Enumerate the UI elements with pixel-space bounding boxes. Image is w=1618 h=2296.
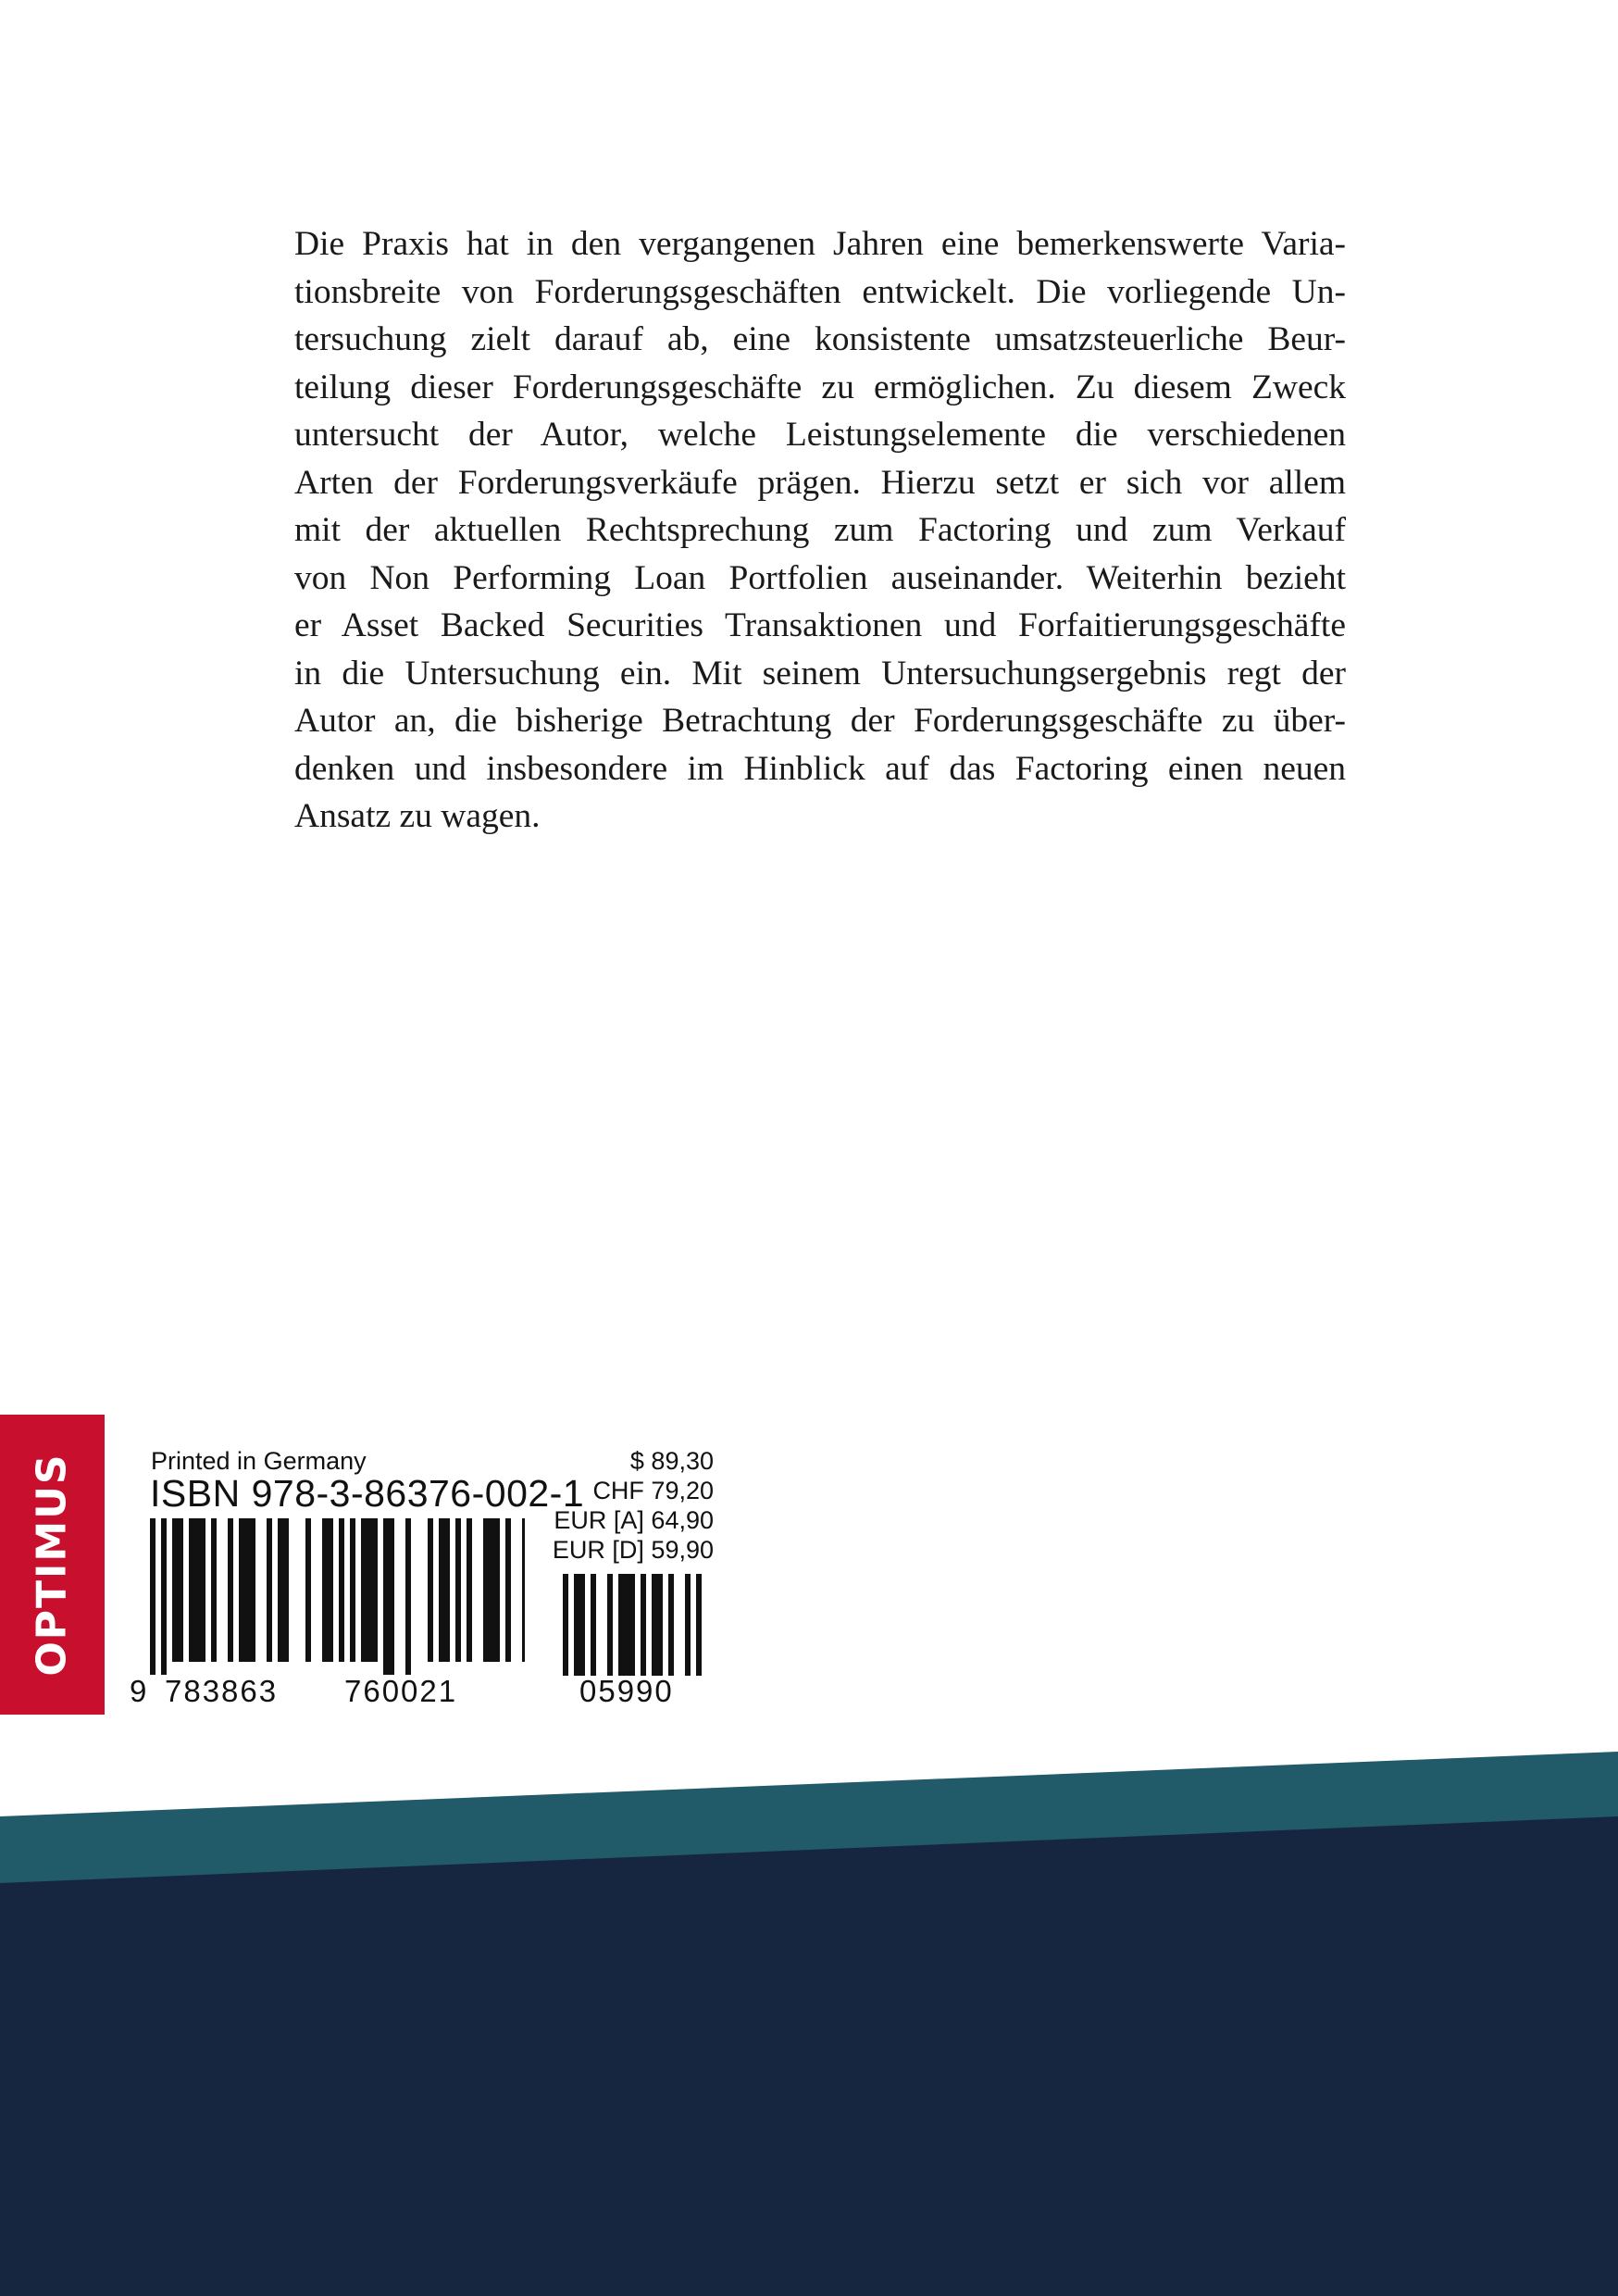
barcode-bar xyxy=(467,1518,472,1662)
barcode-bar xyxy=(228,1518,233,1662)
navy-band xyxy=(0,1816,1618,2296)
barcode-bar xyxy=(305,1518,311,1662)
blurb-line: Arten der Forderungsverkäufe prägen. Hierzu setzt er sich vor allem xyxy=(294,463,1346,502)
barcode-bar xyxy=(563,1574,568,1676)
blurb-line: untersucht der Autor, welche Leistungselemente die verschiedenen xyxy=(294,416,1346,454)
barcode-bar xyxy=(505,1518,511,1662)
barcode-bar xyxy=(150,1518,156,1675)
barcode-bar xyxy=(607,1574,613,1676)
barcode-bar xyxy=(383,1518,394,1675)
barcode-group-right: 760021 xyxy=(344,1674,458,1708)
barcode-addon-digits: 05990 xyxy=(579,1674,674,1708)
barcode-bar xyxy=(696,1574,702,1676)
blurb-line: denken und insbesondere im Hinblick auf das Factoring einen neuen xyxy=(294,749,1346,788)
blurb-line: tersuchung zielt darauf ab, eine konsistente umsatzsteuerliche Beur- xyxy=(294,320,1346,358)
blurb-line: Autor an, die bisherige Betrachtung der Forderungsgeschäfte zu über- xyxy=(294,702,1346,740)
barcode-bar xyxy=(428,1518,433,1662)
barcode-bar xyxy=(339,1518,344,1662)
barcode-bar xyxy=(439,1518,450,1662)
barcode-bar xyxy=(652,1574,663,1676)
blurb-line: in die Untersuchung ein. Mit seinem Untersuchungsergebnis regt der xyxy=(294,654,1346,693)
teal-band xyxy=(0,1752,1618,2296)
barcode-bar xyxy=(267,1518,272,1662)
price-eur-d: EUR [D] 59,90 xyxy=(552,1536,714,1564)
barcode-digit-first: 9 xyxy=(130,1674,147,1708)
publisher-logo: OPTIMUS xyxy=(28,1453,76,1677)
barcode-bar xyxy=(455,1518,461,1662)
barcode-bar xyxy=(483,1518,500,1662)
isbn-label: ISBN 978-3-86376-002-1 xyxy=(150,1472,585,1515)
barcode-bar xyxy=(322,1518,333,1662)
printed-in-label: Printed in Germany xyxy=(151,1447,367,1475)
blurb-line: mit der aktuellen Rechtsprechung zum Factoring und zum Verkauf xyxy=(294,511,1346,549)
barcode-bar xyxy=(618,1574,635,1676)
addon-barcode xyxy=(563,1574,713,1676)
barcode-bar xyxy=(361,1518,378,1662)
barcode-bar xyxy=(574,1574,585,1676)
barcode-bar xyxy=(211,1518,217,1662)
barcode-bar xyxy=(189,1518,205,1662)
barcode-bar xyxy=(591,1574,596,1676)
blurb-line: von Non Performing Loan Portfolien auseinander. Weiterhin bezieht xyxy=(294,558,1346,597)
blurb-line: er Asset Backed Securities Transaktionen und Forfaitierungsgeschäfte xyxy=(294,606,1346,644)
blurb-line: Die Praxis hat in den vergangenen Jahren eine bemerkenswerte Varia- xyxy=(294,225,1346,263)
blurb-line: Ansatz zu wagen. xyxy=(294,797,541,835)
barcode-bar xyxy=(685,1574,691,1676)
blurb-text xyxy=(294,220,1346,841)
barcode-bar xyxy=(161,1518,167,1675)
barcode-bar xyxy=(172,1518,183,1662)
blurb-line: teilung dieser Forderungsgeschäfte zu ermöglichen. Zu diesem Zweck xyxy=(294,368,1346,406)
barcode-bar xyxy=(405,1518,411,1675)
barcode-group-left: 783863 xyxy=(165,1674,279,1708)
barcode-bar xyxy=(350,1518,355,1662)
barcode-bar xyxy=(522,1518,525,1662)
barcode-bar xyxy=(641,1574,646,1676)
barcode-bar xyxy=(239,1518,255,1662)
isbn-barcode xyxy=(150,1518,525,1676)
price-usd: $ 89,30 xyxy=(629,1447,714,1475)
price-chf: CHF 79,20 xyxy=(592,1477,714,1504)
barcode-bar xyxy=(278,1518,289,1662)
price-eur-a: EUR [A] 64,90 xyxy=(554,1506,714,1534)
barcode-bar xyxy=(668,1574,674,1676)
blurb-line: tionsbreite von Forderungsgeschäften entwickelt. Die vorliegende Un- xyxy=(294,272,1346,311)
